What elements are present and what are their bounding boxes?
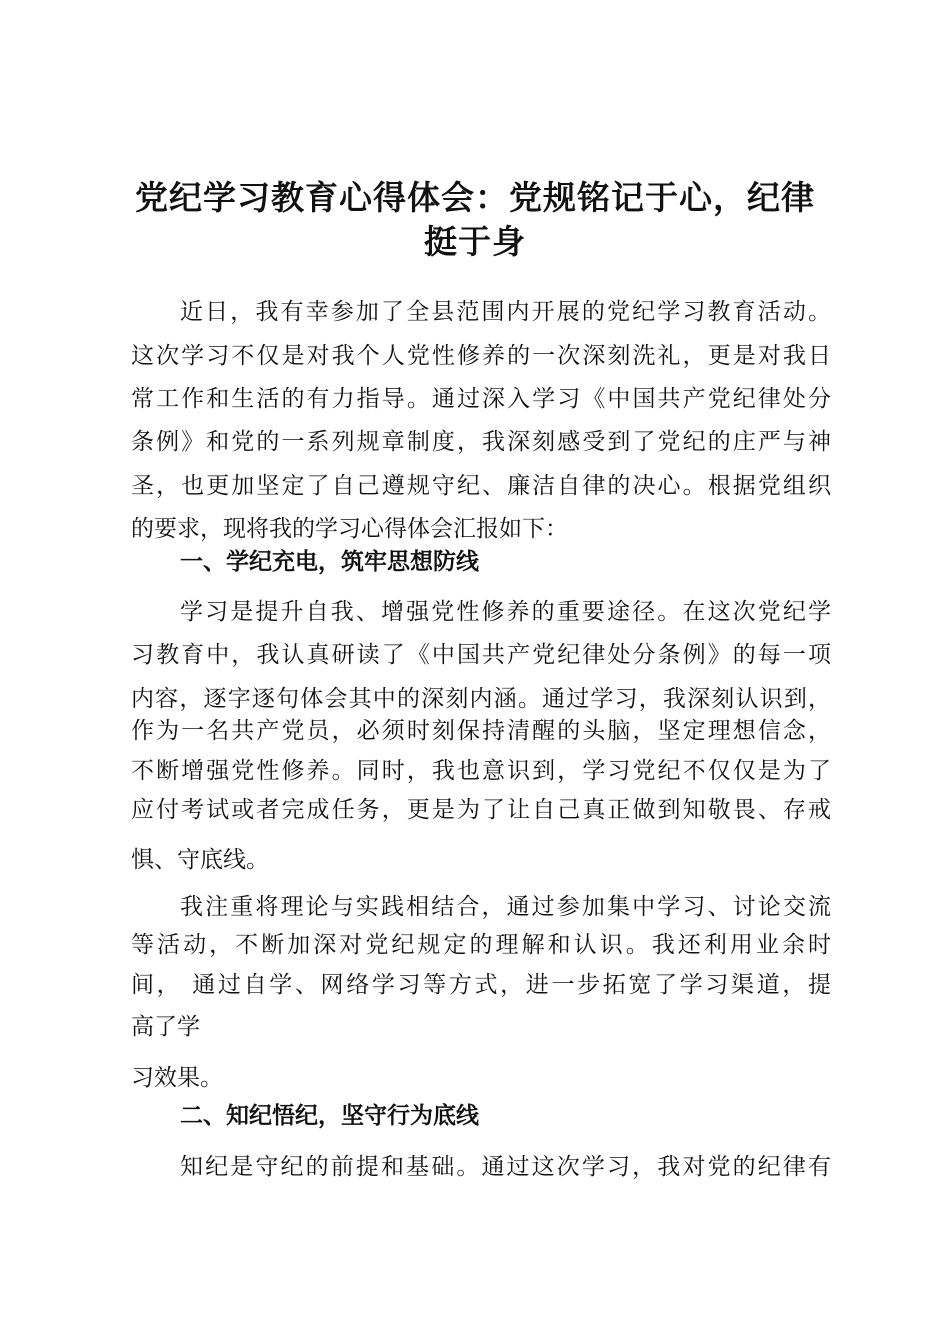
paragraph-3-line-1: 我注重将理论与实践相结合，通过参加集中学习、讨论交流 — [180, 894, 831, 920]
paragraph-1-line-6: 的要求，现将我的学习心得体会汇报如下： — [131, 516, 568, 542]
section-heading-1: 一、学纪充电，筑牢思想防线 — [180, 549, 479, 575]
paragraph-2-line-1: 学习是提升自我、增强党性修养的重要途径。在这次党纪学 — [180, 599, 831, 625]
paragraph-3-line-4: 高了学 — [131, 1014, 200, 1040]
paragraph-1-line-4: 条例》和党的一系列规章制度，我深刻感受到了党纪的庄严与神 — [131, 429, 831, 455]
paragraph-1-line-3: 常工作和生活的有力指导。通过深入学习《中国共产党纪律处分 — [131, 386, 831, 412]
paragraph-2-line-7: 惧、守底线。 — [131, 847, 269, 873]
paragraph-3-line-3: 间， 通过自学、网络学习等方式，进一步拓宽了学习渠道，提 — [131, 972, 831, 998]
document-title — [110, 176, 840, 264]
title-line-1: 党纪学习教育心得体会：党规铭记于心，纪律 — [135, 178, 815, 217]
paragraph-1-line-1: 近日，我有幸参加了全县范围内开展的党纪学习教育活动。 — [180, 299, 831, 325]
paragraph-2-line-3: 内容，逐字逐句体会其中的深刻内涵。通过学习，我深刻认识到， — [131, 686, 831, 712]
paragraph-2-line-5: 不断增强党性修养。同时，我也意识到，学习党纪不仅仅是为了 — [131, 758, 831, 784]
paragraph-4-line-1: 知纪是守纪的前提和基础。通过这次学习，我对党的纪律有 — [180, 1154, 831, 1180]
paragraph-3-line-2: 等活动，不断加深对党纪规定的理解和认识。我还利用业余时 — [131, 932, 831, 958]
paragraph-3-line-5: 习效果。 — [131, 1065, 223, 1091]
title-line-2: 挺于身 — [424, 222, 526, 261]
paragraph-2-line-2: 习教育中，我认真研读了《中国共产党纪律处分条例》的每一项 — [131, 642, 831, 668]
paragraph-1-line-5: 圣，也更加坚定了自己遵规守纪、廉洁自律的决心。根据党组织 — [131, 473, 831, 499]
paragraph-2-line-4: 作为一名共产党员，必须时刻保持清醒的头脑，坚定理想信念， — [131, 718, 831, 744]
paragraph-2-line-6: 应付考试或者完成任务，更是为了让自己真正做到知敬畏、存戒 — [131, 797, 831, 823]
section-heading-2: 二、知纪悟纪，坚守行为底线 — [180, 1103, 479, 1129]
paragraph-1-line-2: 这次学习不仅是对我个人党性修养的一次深刻洗礼，更是对我日 — [131, 343, 831, 369]
